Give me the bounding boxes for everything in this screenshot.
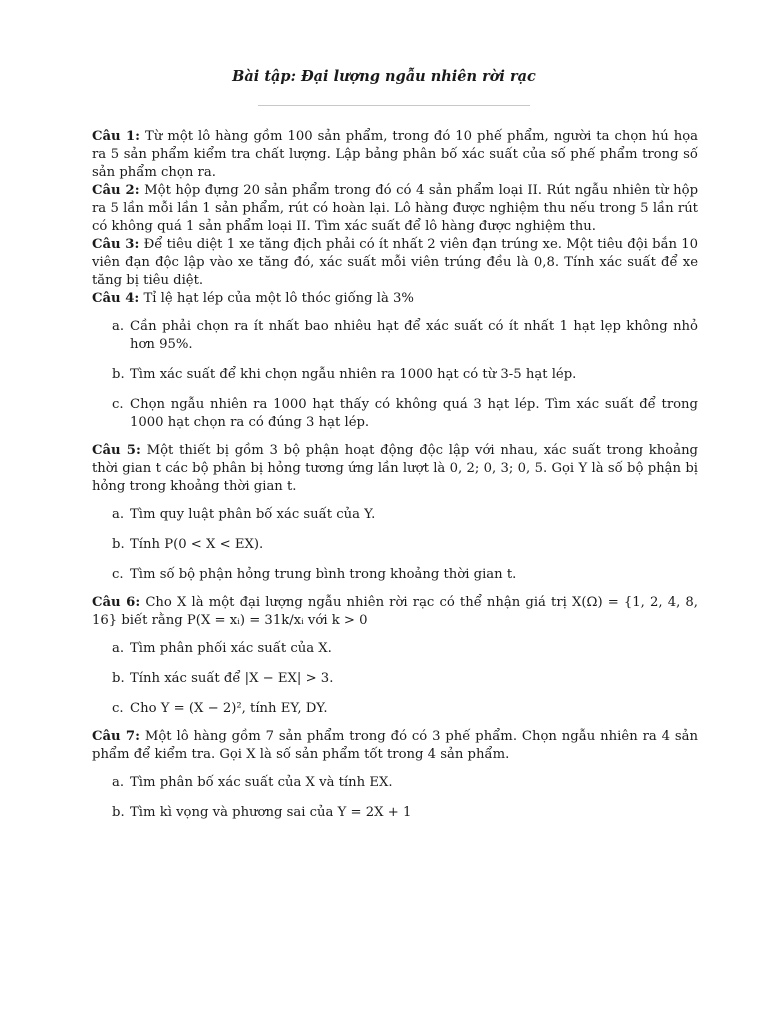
question-4-item-b xyxy=(92,366,698,384)
item-text: Tìm số bộ phận hỏng trung bình trong khoảng thời gian t. xyxy=(130,567,517,582)
item-marker: a. xyxy=(112,319,125,334)
question-1-text: Từ một lô hàng gồm 100 sản phẩm, trong đó 10 phế phẩm, người ta chọn hú họa ra 5 sản phẩm kiểm tra chất lượng. Lập bảng phân bố xác suất của số phế phẩm trong số sản phẩm chọn ra. xyxy=(92,129,699,180)
question-6-item-b xyxy=(92,670,698,688)
question-4-item-c xyxy=(92,396,698,432)
question-4-items xyxy=(92,318,698,432)
item-text: Tính xác suất để |X − EX| > 3. xyxy=(130,671,334,686)
question-1-label: Câu 1: xyxy=(92,129,141,144)
question-7-text: Một lô hàng gồm 7 sản phẩm trong đó có 3 phế phẩm. Chọn ngẫu nhiên ra 4 sản phẩm để kiểm tra. Gọi X là số sản phẩm tốt trong 4 sản phẩm. xyxy=(92,729,699,762)
question-2-text: Một hộp đựng 20 sản phẩm trong đó có 4 sản phẩm loại II. Rút ngẫu nhiên từ hộp ra 5 lần mỗi lần 1 sản phẩm, rút có hoàn lại. Lô hàng được nghiệm thu nếu trong 5 lần rút có không quá 1 sản phẩm loại II. Tìm xác suất để lô hàng được nghiệm thu. xyxy=(92,183,699,234)
item-text: Chọn ngẫu nhiên ra 1000 hạt thấy có không quá 3 hạt lép. Tìm xác suất để trong 1000 hạt chọn ra có đúng 3 hạt lép. xyxy=(130,397,698,430)
item-marker: c. xyxy=(112,397,124,412)
document-title: Bài tập: Đại lượng ngẫu nhiên rời rạc xyxy=(232,68,536,85)
document-body xyxy=(92,128,698,832)
question-7-item-a xyxy=(92,774,698,792)
question-5 xyxy=(92,442,698,496)
item-marker: a. xyxy=(112,775,125,790)
question-6 xyxy=(92,594,698,630)
item-text: Tìm quy luật phân bố xác suất của Y. xyxy=(130,507,376,522)
question-5-item-b xyxy=(92,536,698,554)
item-text: Tìm kì vọng và phương sai của Y = 2X + 1 xyxy=(130,805,412,820)
item-text: Tìm phân bố xác suất của X và tính EX. xyxy=(130,775,393,790)
item-marker: b. xyxy=(112,671,125,686)
item-marker: c. xyxy=(112,567,124,582)
item-text: Tính P(0 < X < EX). xyxy=(130,537,264,552)
question-6-item-a xyxy=(92,640,698,658)
question-2-label: Câu 2: xyxy=(92,183,140,198)
question-4-label: Câu 4: xyxy=(92,291,140,306)
question-4 xyxy=(92,290,698,308)
question-5-label: Câu 5: xyxy=(92,443,141,458)
item-marker: c. xyxy=(112,701,124,716)
item-marker: a. xyxy=(112,507,125,522)
question-6-label: Câu 6: xyxy=(92,595,141,610)
item-text: Tìm xác suất để khi chọn ngẫu nhiên ra 1000 hạt có từ 3-5 hạt lép. xyxy=(130,367,577,382)
question-7-items xyxy=(92,774,698,822)
question-5-item-a xyxy=(92,506,698,524)
item-marker: b. xyxy=(112,537,125,552)
question-2 xyxy=(92,182,698,236)
question-5-text: Một thiết bị gồm 3 bộ phận hoạt động độc lập với nhau, xác suất trong khoảng thời gian t các bộ phân bị hỏng tương ứng lần lượt là 0, 2; 0, 3; 0, 5. Gọi Y là số bộ phận bị hỏng trong khoảng thời gian t. xyxy=(92,443,698,494)
item-text: Cần phải chọn ra ít nhất bao nhiêu hạt để xác suất có ít nhất 1 hạt lẹp không nhỏ hơn 95%. xyxy=(130,319,698,352)
question-3 xyxy=(92,236,698,290)
item-marker: a. xyxy=(112,641,125,656)
item-marker: b. xyxy=(112,805,125,820)
item-text: Tìm phân phối xác suất của X. xyxy=(130,641,332,656)
question-1 xyxy=(92,128,698,182)
question-7-item-b xyxy=(92,804,698,822)
question-7 xyxy=(92,728,698,764)
title-divider xyxy=(258,105,530,106)
question-4-item-a xyxy=(92,318,698,354)
question-4-text: Tỉ lệ hạt lép của một lô thóc giống là 3% xyxy=(139,291,414,306)
question-5-item-c xyxy=(92,566,698,584)
question-3-label: Câu 3: xyxy=(92,237,140,252)
question-5-items xyxy=(92,506,698,584)
item-text: Cho Y = (X − 2)², tính EY, DY. xyxy=(130,701,328,716)
item-marker: b. xyxy=(112,367,125,382)
question-6-text: Cho X là một đại lượng ngẫu nhiên rời rạc có thể nhận giá trị X(Ω) = {1, 2, 4, 8, 16} biết rằng P(X = xᵢ) = 31k/xᵢ với k > 0 xyxy=(92,595,698,628)
question-6-item-c xyxy=(92,700,698,718)
question-6-items xyxy=(92,640,698,718)
question-3-text: Để tiêu diệt 1 xe tăng địch phải có ít nhất 2 viên đạn trúng xe. Một tiêu đội bắn 10 viên đạn độc lập vào xe tăng đó, xác suất mỗi viên trúng đều là 0,8. Tính xác suất để xe tăng bị tiêu diệt. xyxy=(92,237,699,288)
question-7-label: Câu 7: xyxy=(92,729,140,744)
